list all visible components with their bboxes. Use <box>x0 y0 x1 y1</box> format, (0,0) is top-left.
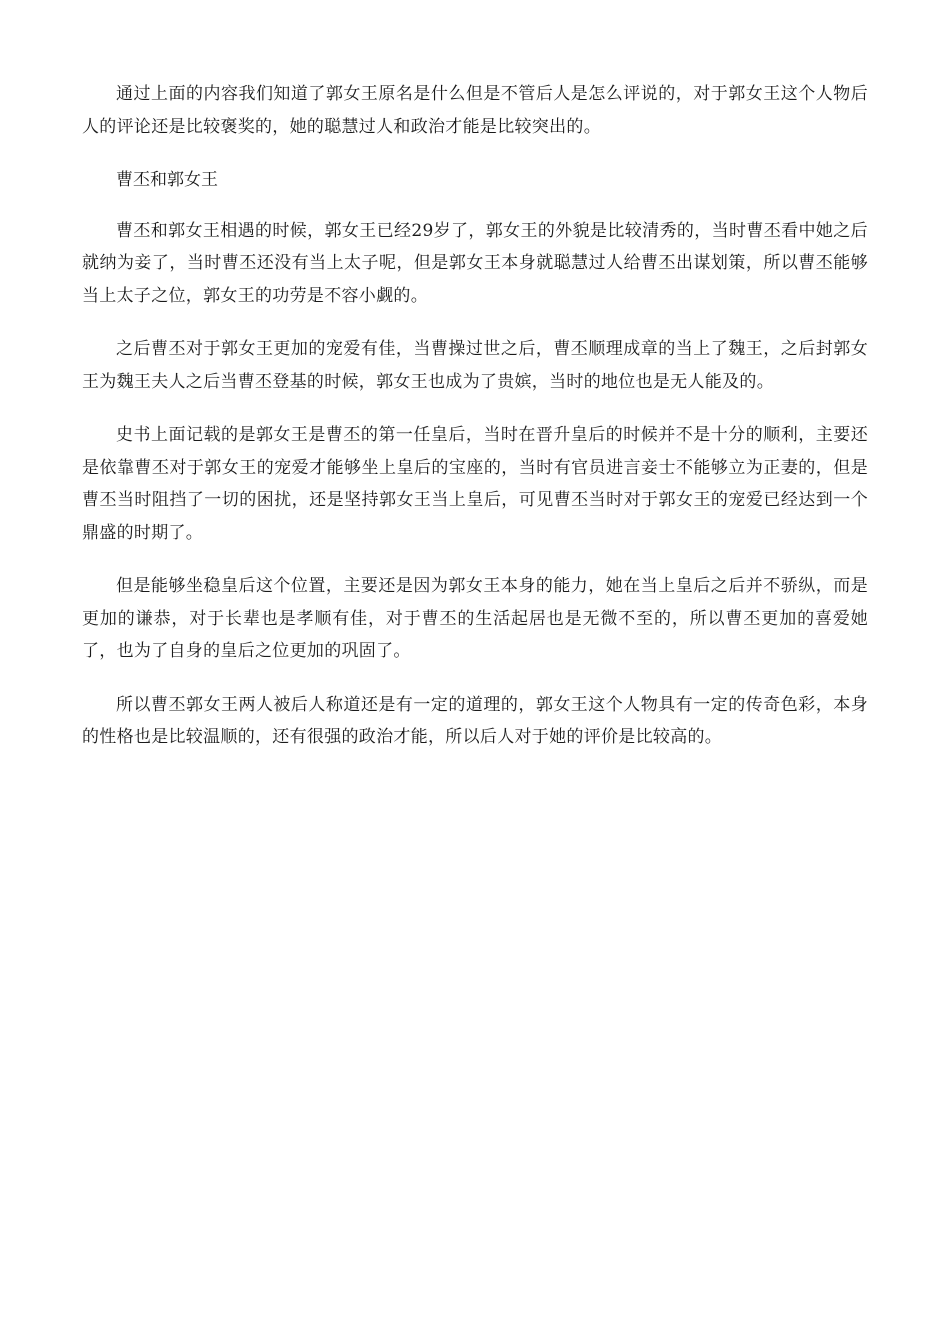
section-heading: 曹丕和郭女王 <box>116 170 218 190</box>
document-page <box>82 78 868 775</box>
paragraph-ability: 但是能够坐稳皇后这个位置，主要还是因为郭女王本身的能力，她在当上皇后之后并不骄纵，而是更加的谦恭，对于长辈也是孝顺有佳，对于曹丕的生活起居也是无微不至的，所以曹丕更加的喜爱她了，也为了自身的皇后之位更加的巩固了。 <box>82 576 868 661</box>
paragraph-meeting: 曹丕和郭女王相遇的时候，郭女王已经29岁了，郭女王的外貌是比较清秀的，当时曹丕看中她之后就纳为妾了，当时曹丕还没有当上太子呢，但是郭女王本身就聪慧过人给曹丕出谋划策，所以曹丕能够当上太子之位，郭女王的功劳是不容小觑的。 <box>82 220 868 306</box>
paragraph-favor: 之后曹丕对于郭女王更加的宠爱有佳，当曹操过世之后，曹丕顺理成章的当上了魏王，之后封郭女王为魏王夫人之后当曹丕登基的时候，郭女王也成为了贵嫔，当时的地位也是无人能及的。 <box>82 339 868 392</box>
paragraph-conclusion: 所以曹丕郭女王两人被后人称道还是有一定的道理的，郭女王这个人物具有一定的传奇色彩，本身的性格也是比较温顺的，还有很强的政治才能，所以后人对于她的评价是比较高的。 <box>82 694 868 747</box>
paragraph-intro: 通过上面的内容我们知道了郭女王原名是什么但是不管后人是怎么评说的，对于郭女王这个人物后人的评论还是比较褒奖的，她的聪慧过人和政治才能是比较突出的。 <box>82 84 868 137</box>
paragraph-empress: 史书上面记载的是郭女王是曹丕的第一任皇后，当时在晋升皇后的时候并不是十分的顺利，主要还是依靠曹丕对于郭女王的宠爱才能够坐上皇后的宝座的，当时有官员进言妾士不能够立为正妻的，但是曹丕当时阻挡了一切的困扰，还是坚持郭女王当上皇后，可见曹丕当时对于郭女王的宠爱已经达到一个鼎盛的时期了。 <box>82 425 868 543</box>
